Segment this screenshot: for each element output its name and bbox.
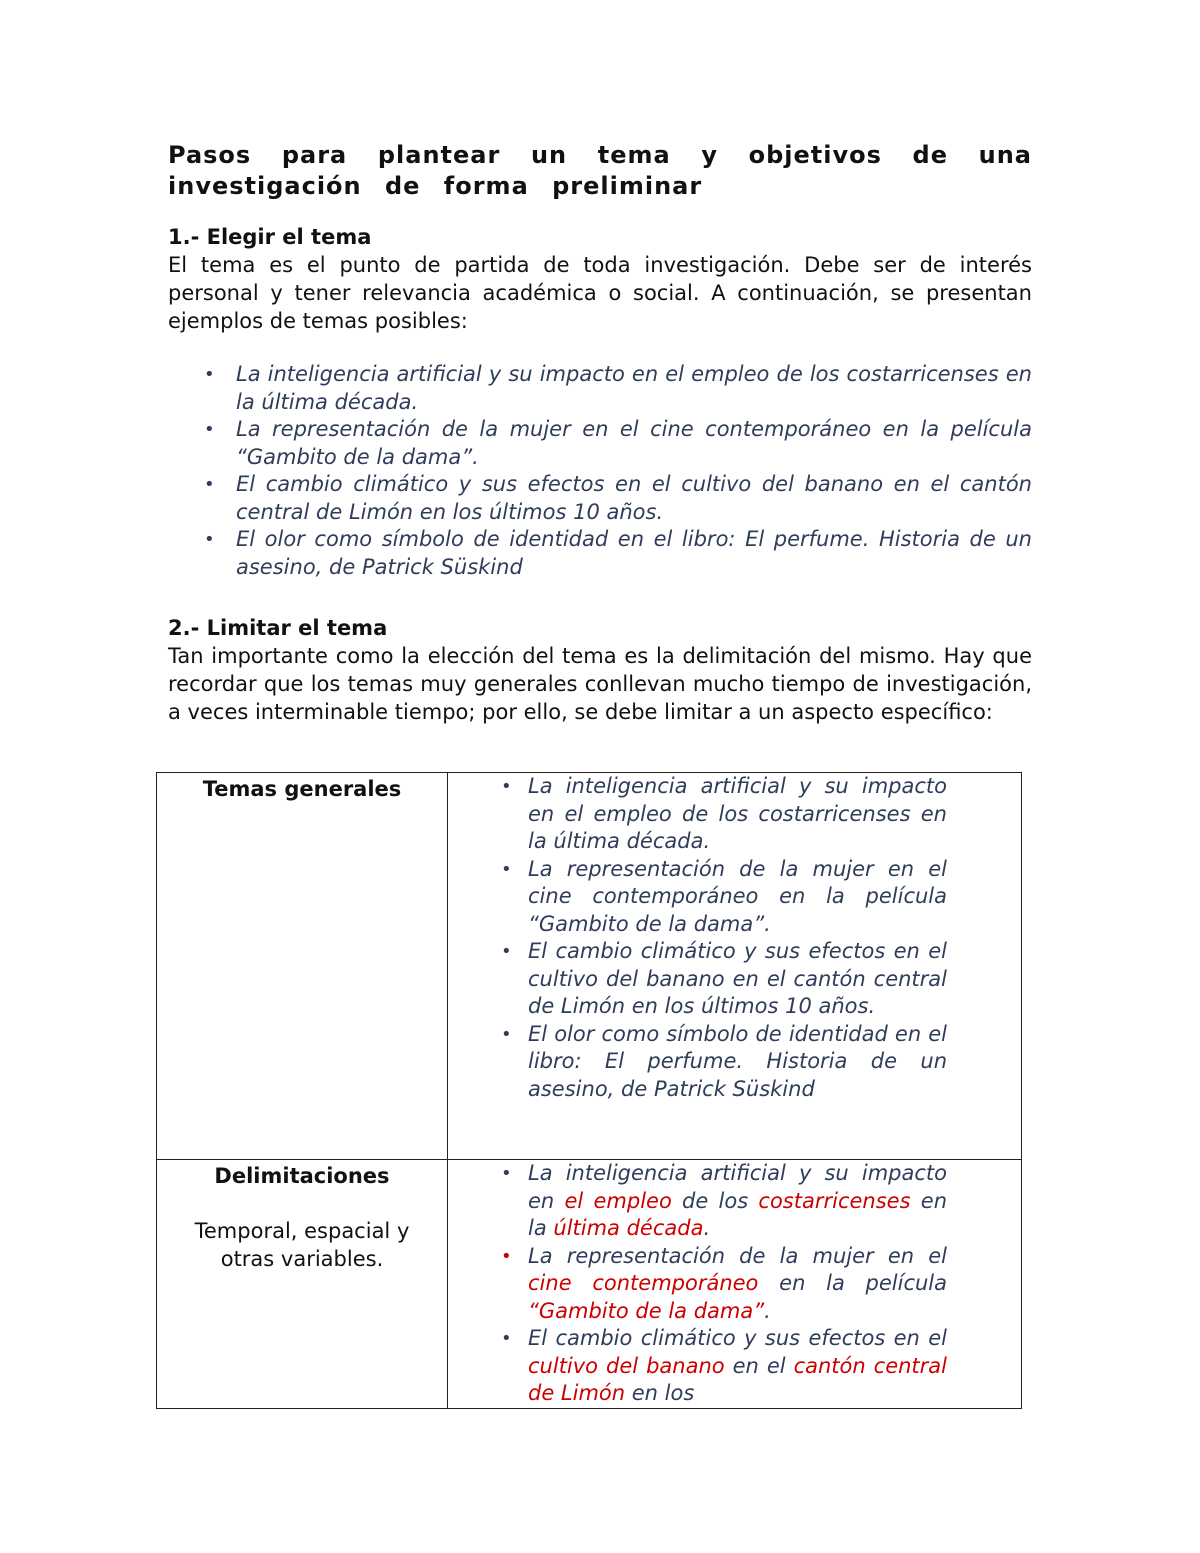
bullet-icon: •	[204, 474, 215, 495]
section-1-body: El tema es el punto de partida de toda investigación. Debe ser de interés personal y tener relevancia académica o social. A continuación, se presentan ejemplos de temas posibles:	[168, 253, 1032, 333]
row-label: Temas generales	[202, 777, 402, 801]
bullet-icon: •	[501, 1328, 512, 1349]
bullet-icon: •	[501, 1163, 512, 1184]
bullet-icon: •	[501, 1023, 512, 1045]
topic-examples-list	[168, 361, 1032, 581]
document-page	[168, 140, 1032, 726]
row-content-cell	[448, 773, 1022, 1160]
section-2-body: Tan importante como la elección del tema es la delimitación del mismo. Hay que recordar que los temas muy generales conllevan mucho tiempo de investigación, a veces interminable tiempo; por ello, se debe limitar a un aspecto específico:	[168, 644, 1032, 724]
row-content-cell	[448, 1160, 1022, 1409]
bullet-icon: •	[204, 364, 215, 385]
list-item: • El olor como símbolo de identidad en el libro: El perfume. Historia de un asesino, de Patrick Süskind	[204, 527, 1032, 579]
bullet-icon: •	[501, 1245, 512, 1267]
document-title: Pasos para plantear un tema y objetivos de una investigación de forma preliminar	[168, 141, 1032, 200]
list-item: • La inteligencia artificial y su impacto en el empleo de los costarricenses en la última década.	[204, 362, 1032, 414]
general-topics-list	[448, 773, 1021, 1103]
list-item: • El cambio climático y sus efectos en el cultivo del banano en el cantón central de Limón en los últimos 10 años.	[204, 472, 1032, 524]
bullet-icon: •	[501, 776, 512, 797]
row-label-cell	[157, 773, 448, 1160]
delimited-topics-list	[448, 1160, 1021, 1408]
list-item: • La inteligencia artificial y su impacto en el empleo de los costarricenses en la última década.	[501, 774, 947, 853]
section-2-heading: 2.- Limitar el tema	[168, 616, 388, 640]
list-item: • La inteligencia artificial y su impacto en el empleo de los costarricenses en la última década.	[501, 1161, 948, 1240]
bullet-icon: •	[204, 529, 215, 550]
bullet-icon: •	[204, 419, 215, 440]
table-row	[157, 773, 1022, 1160]
section-1-heading: 1.- Elegir el tema	[168, 225, 372, 249]
bullet-icon: •	[501, 941, 512, 962]
list-item: • El olor como símbolo de identidad en el libro: El perfume. Historia de un asesino, de Patrick Süskind	[501, 1021, 947, 1101]
list-item: • El cambio climático y sus efectos en el cultivo del banano en el cantón central de Limón en los	[501, 1326, 948, 1405]
row-label: Delimitaciones	[214, 1164, 390, 1188]
table-row	[157, 1160, 1022, 1409]
bullet-icon: •	[501, 858, 512, 880]
topics-table	[156, 772, 1022, 1409]
list-item: • La representación de la mujer en el cine contemporáneo en la película “Gambito de la dama”.	[204, 417, 1032, 469]
row-label-cell	[157, 1160, 448, 1409]
row-sublabel: Temporal, espacial y otras variables.	[194, 1219, 410, 1271]
list-item: • El cambio climático y sus efectos en el cultivo del banano en el cantón central de Limón en los últimos 10 años.	[501, 939, 947, 1018]
list-item: • La representación de la mujer en el cine contemporáneo en la película “Gambito de la dama”.	[501, 856, 947, 936]
list-item: • La representación de la mujer en el cine contemporáneo en la película “Gambito de la dama”.	[501, 1243, 948, 1323]
